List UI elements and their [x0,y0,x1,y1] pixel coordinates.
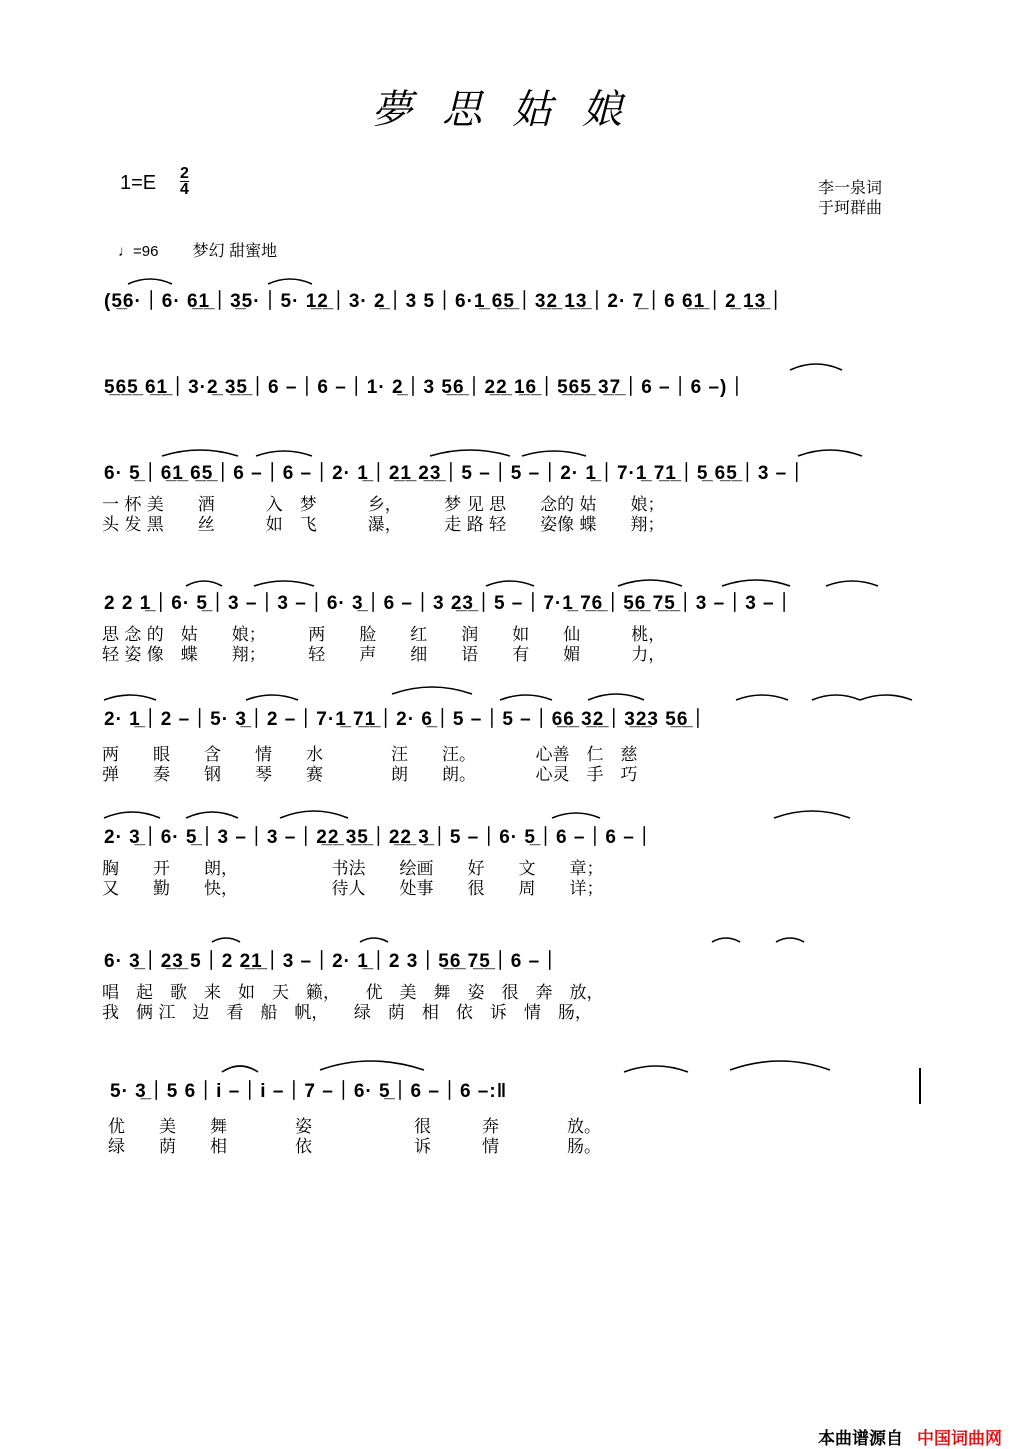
slur [712,938,740,942]
slur [392,687,472,694]
slur [618,580,682,586]
time-denominator: 4 [180,181,189,198]
lyric-line-1: 胸 开 朗， 书法 绘画 好 文 章； [102,859,604,879]
slur [790,364,842,370]
notes-line: 6· 3̲｜2̲3̲ 5｜2 2̲1̲｜3 –｜2· 1̲｜2 3｜5̲6̲ 7̲5̲｜6 –｜ [104,951,561,972]
notes-line: 5̲6̲5̲ 6̲1̲｜3·2̲ 3̲5̲｜6 –｜6 –｜1· 2̲｜3 5̲6̲｜2̲2̲ 1̲6̲｜5̲6̲5̲ 3̲7̲｜6 –｜6 –)｜ [104,377,748,398]
lyric-line-2: 轻 姿 像 蝶 翔； 轻 声 细 语 有 媚 力， [102,645,666,665]
slur [552,813,600,818]
slur [320,1061,424,1070]
slur [798,450,862,456]
slur [186,581,222,586]
lyric-line-2: 我 俩 江 边 看 船 帆， 绿 荫 相 依 诉 情 肠， [102,1003,592,1023]
slur [162,450,238,456]
slur [104,812,160,818]
slur [360,938,388,942]
slur [486,581,534,586]
lyric-line-2: 绿 荫 相 依 诉 情 肠。 [108,1137,601,1157]
slur [212,938,240,942]
tempo-value: ♩=96 [118,243,159,260]
notes-line: 5· 3̲｜5 6｜i –｜i –｜7 –｜6· 5̲｜6 –｜6 –:‖ [110,1081,508,1102]
slur [522,451,586,456]
slur [826,581,878,586]
notes-line: 2 2 1̲｜6· 5̲｜3 –｜3 –｜6· 3̲｜6 –｜3 2̲3̲｜5 –｜7·1̲ 7̲6̲｜5̲6̲ 7̲5̲｜3 –｜3 –｜ [104,593,795,614]
lyric-line-1: 优 美 舞 姿 很 奔 放。 [108,1117,601,1137]
slur [730,1061,830,1070]
notes-line: (5̲6·｜6· 6̲1̲｜3̲5·｜5· 1̲2̲｜3· 2̲｜3 5｜6·1̲ 6̲5̲｜3̲2̲ 1̲3̲｜2· 7̲｜6 6̲1̲｜2̲ 1̲3̲｜ [104,291,787,312]
slur [812,695,860,700]
source-footer [818,1424,1002,1449]
lyric-line-1: 两 眼 含 情 水 汪 汪。 心善 仁 慈 [102,745,638,765]
notes-line: 2· 3̲｜6· 5̲｜3 –｜3 –｜2̲2̲ 3̲5̲｜2̲2̲ 3̲｜5 –｜6· 5̲｜6 –｜6 –｜ [104,827,655,848]
slur [722,580,790,586]
composer: 于珂群曲 [818,198,883,217]
lyric-line-1: 思 念 的 姑 娘； 两 脸 红 润 如 仙 桃， [102,625,666,645]
slur [736,695,788,700]
slur [222,1066,258,1072]
slur [624,1066,688,1072]
key-signature: 1=E [120,172,157,194]
mood-marking: 梦幻 甜蜜地 [192,243,278,260]
footer-prefix: 本曲谱源自 [818,1429,903,1448]
slur [246,695,298,700]
slur [128,279,172,284]
slur [104,695,156,700]
slur [256,451,312,456]
lyric-line-1: 唱 起 歌 来 如 天 籁， 优 美 舞 姿 很 奔 放， [102,983,604,1003]
slur [774,811,850,818]
footer-site-link[interactable]: 中国词曲网 [917,1429,1002,1448]
lyric-line-1: 一 杯 美 酒 入 梦 乡， 梦 见 思 念的 姑 娘； [102,495,665,515]
time-numerator: 2 [180,165,189,182]
slur [860,695,912,700]
slur [280,811,348,818]
lyricist: 李一泉词 [818,178,883,197]
slur [268,279,312,284]
slur [776,938,804,942]
lyric-line-2: 又 勤 快， 待人 处事 很 周 详； [102,879,604,899]
slur [500,695,552,700]
lyric-line-2: 头 发 黑 丝 如 飞 瀑， 走 路 轻 姿像 蝶 翔； [102,515,665,535]
slur [186,812,238,818]
notes-line: 2· 1̲｜2 –｜5· 3̲｜2 –｜7·1̲ 7̲1̲｜2· 6̲｜5 –｜5 –｜6̲6̲ 3̲2̲｜3̲2̲3 5̲6̲｜ [104,709,709,730]
slur [254,581,314,586]
notes-line: 6· 5̲｜6̲1̲ 6̲5̲｜6 –｜6 –｜2· 1̲｜2̲1̲ 2̲3̲｜5 –｜5 –｜2· 1̲｜7·1̲ 7̲1̲｜5̲ 6̲5̲｜3 –｜ [104,463,808,484]
lyric-line-2: 弹 奏 钢 琴 赛 朗 朗。 心灵 手 巧 [102,765,638,785]
page-title: 夢思姑娘 [372,87,652,133]
slur [430,450,510,456]
slur [588,694,644,700]
